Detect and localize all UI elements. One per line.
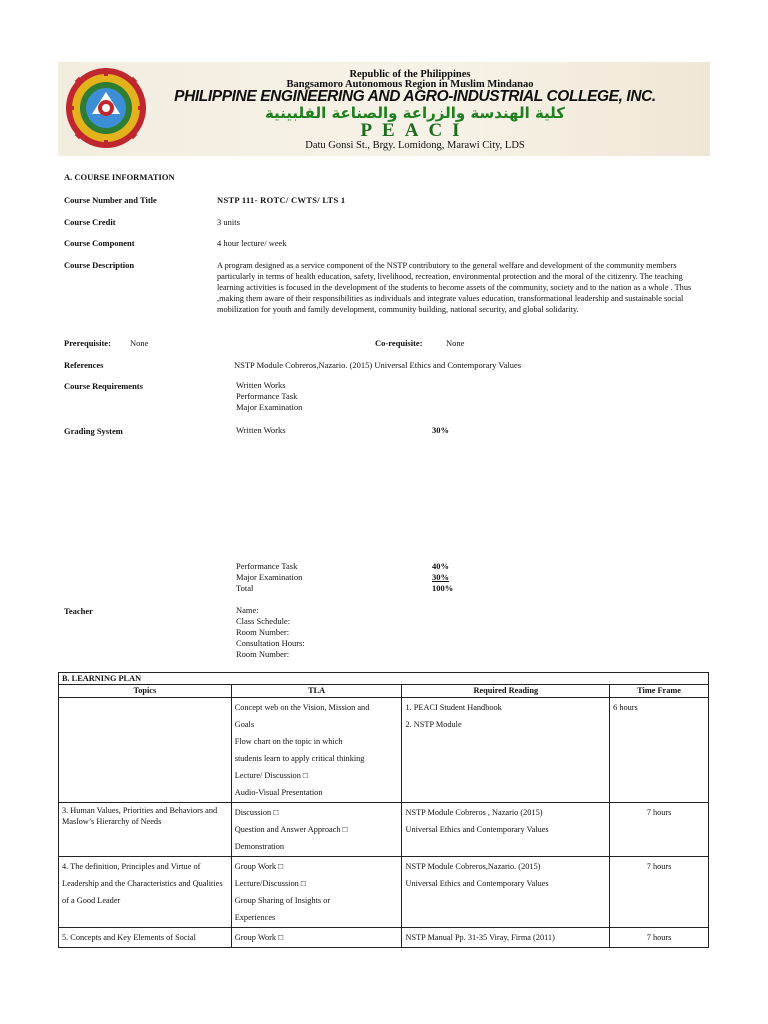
tla-line: Audio-Visual Presentation (234, 788, 323, 797)
tla-line: Lecture/Discussion □ (234, 879, 306, 888)
tla-cell (231, 928, 402, 948)
tla-line: Group Work □ (234, 862, 284, 871)
table-row (59, 928, 709, 948)
time-frame-cell: 7 hours (610, 928, 709, 948)
reading-cell (402, 803, 610, 857)
topic-cell (59, 803, 232, 857)
grading-item: Total (236, 583, 254, 593)
table-row (59, 698, 709, 803)
tla-cell (231, 857, 402, 928)
teacher-field: Room Number: (236, 627, 290, 637)
prerequisite-value: None (130, 338, 149, 348)
topic-text: 3. Human Values, Priorities and Behaviors and Maslow’s Hierarchy of Needs (62, 806, 218, 826)
letterhead-college-name: PHILIPPINE ENGINEERING AND AGRO-INDUSTRIAL COLLEGE, INC. (174, 88, 656, 105)
reading-line: 2. NSTP Module (405, 720, 462, 729)
course-component-value: 4 hour lecture/ week (217, 238, 287, 248)
teacher-field: Name: (236, 605, 259, 615)
references-label: References (64, 360, 104, 370)
table-row (59, 857, 709, 928)
teacher-field: Consultation Hours: (236, 638, 305, 648)
time-frame-cell: 6 hours (610, 698, 709, 803)
table-row (59, 803, 709, 857)
tla-line: Lecture/ Discussion □ (234, 771, 308, 780)
grading-pct: 40% (432, 561, 449, 571)
course-description-label: Course Description (64, 260, 135, 270)
teacher-field: Room Number: (236, 649, 290, 659)
tla-line: Question and Answer Approach □ (234, 825, 348, 834)
reading-line: Universal Ethics and Contemporary Values (405, 825, 549, 834)
section-title-learning-plan: B. LEARNING PLAN (59, 673, 709, 685)
tla-line: Group Work □ (234, 933, 284, 942)
letterhead-region: Bangsamoro Autonomous Region in Muslim Mindanao (286, 79, 534, 90)
tla-line: Concept web on the Vision, Mission and (234, 703, 370, 712)
tla-line: Group Sharing of Insights or (234, 896, 331, 905)
requirement-item: Performance Task (236, 391, 298, 401)
tla-line: Discussion □ (234, 808, 279, 817)
tla-line: Demonstration (234, 842, 285, 851)
teacher-field: Class Schedule: (236, 616, 291, 626)
table-header-row (59, 685, 709, 698)
references-value: NSTP Module Cobreros,Nazario. (2015) Universal Ethics and Contemporary Values (234, 360, 522, 370)
learning-plan-table (58, 672, 709, 948)
time-frame-cell: 7 hours (610, 803, 709, 857)
reading-cell (402, 698, 610, 803)
requirement-item: Written Works (236, 380, 286, 390)
reading-line: 1. PEACI Student Handbook (405, 703, 502, 712)
corequisite-label: Co-requisite: (375, 338, 423, 348)
teacher-label: Teacher (64, 606, 93, 616)
tla-line: Flow chart on the topic in which (234, 737, 343, 746)
tla-line: students learn to apply critical thinking (234, 754, 365, 763)
section-title-course-info: A. COURSE INFORMATION (64, 172, 175, 182)
prerequisite-label: Prerequisite: (64, 338, 111, 348)
requirements-label: Course Requirements (64, 381, 143, 391)
grading-pct: 100% (432, 583, 454, 593)
course-component-label: Course Component (64, 238, 135, 248)
tla-cell (231, 803, 402, 857)
grading-item: Major Examination (236, 572, 303, 582)
requirement-item: Major Examination (236, 402, 303, 412)
reading-line: Universal Ethics and Contemporary Values (405, 879, 549, 888)
letterhead-arabic-name: كلية الهندسة والزراعة والصناعة الفلبينية (264, 104, 566, 122)
letterhead-republic: Republic of the Philippines (349, 69, 471, 80)
grading-pct: 30% (432, 425, 449, 435)
header-required-reading: Required Reading (402, 685, 610, 698)
header-time-frame: Time Frame (610, 685, 709, 698)
reading-line: NSTP Module Cobreros , Nazario (2015) (405, 808, 543, 817)
topic-cell: 5. Concepts and Key Elements of Social (59, 928, 232, 948)
grading-label: Grading System (64, 426, 123, 436)
letterhead-address: Datu Gonsi St., Brgy. Lomidong, Marawi City, LDS (305, 140, 525, 151)
topic-cell (59, 698, 232, 803)
reading-line: NSTP Module Cobreros,Nazario. (2015) (405, 862, 541, 871)
course-number-label: Course Number and Title (64, 195, 157, 205)
corequisite-value: None (446, 338, 465, 348)
letterhead-acronym: PEACI (360, 120, 470, 141)
course-description-value: A program designed as a service component of the NSTP contributory to the general welfare and development of the community members particularly in terms of health education, safety, livelihood, recreation, environmental protection and the moral of the citizenry. The teaching learning activities is focused in the development of the students to become assets of the community, society and to the nation as a whole . Thus ,making them aware of their responsibilities as individuals and integrate values education, transformational leadership and sustainable social mobilization for youth and family development, community building, national security, and global solidarity. (217, 261, 692, 314)
course-credit-value: 3 units (217, 217, 240, 227)
grading-item: Written Works (236, 425, 286, 435)
topic-cell: 4. The definition, Principles and Virtue of Leadership and the Characteristics and Qualities of a Good Leader (59, 857, 232, 928)
header-topics: Topics (59, 685, 232, 698)
tla-line: Experiences (234, 913, 276, 922)
learning-plan-title-row (59, 673, 709, 685)
reading-line: NSTP Manual Pp. 31-35 Viray, Firma (2011) (405, 933, 555, 942)
college-seal-icon (64, 66, 148, 150)
course-credit-label: Course Credit (64, 217, 116, 227)
reading-cell (402, 928, 610, 948)
header-tla: TLA (231, 685, 402, 698)
tla-cell (231, 698, 402, 803)
reading-cell (402, 857, 610, 928)
course-number-value: NSTP 111- ROTC/ CWTS/ LTS 1 (217, 195, 346, 205)
grading-item: Performance Task (236, 561, 298, 571)
time-frame-cell: 7 hours (610, 857, 709, 928)
grading-pct: 30% (432, 572, 449, 582)
tla-line: Goals (234, 720, 255, 729)
